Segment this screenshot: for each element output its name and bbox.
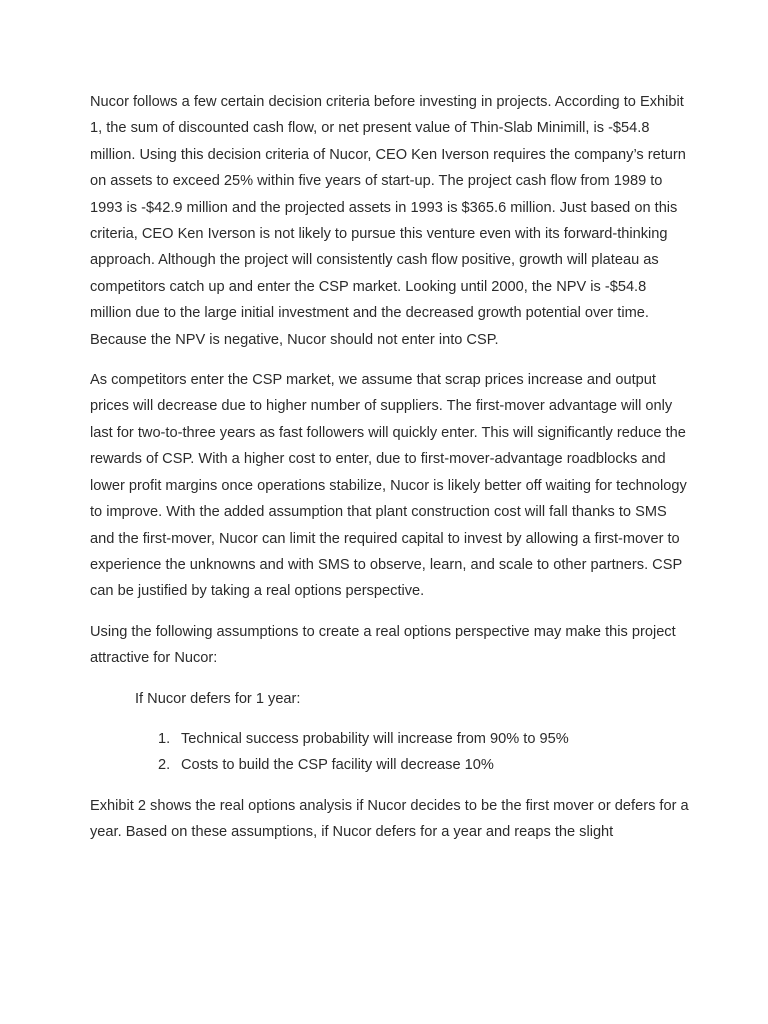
- paragraph-assumptions-intro: Using the following assumptions to create a real options perspective may make this project attractive for Nucor:: [90, 623, 676, 667]
- list-item: [90, 752, 690, 778]
- paragraph-npv-analysis: Nucor follows a few certain decision criteria before investing in projects. According to Exhibit 1, the sum of discounted cash flow, or net present value of Thin-Slab Minimill, is -$54.8 million. Using this decision criteria of Nucor, CEO Ken Iverson requires the company’s return on assets to exceed 25% within five years of start-up. The project cash flow from 1989 to 1993 is -$42.9 million and the projected assets in 1993 is $365.6 million. Just based on this criteria, CEO Ken Iverson is not likely to pursue this venture even with its forward-thinking approach. Although the project will consistently cash flow positive, growth will plateau as competitors catch up and enter the CSP market. Looking until 2000, the NPV is -$54.8 million due to the large initial investment and the decreased growth potential over time. Because the NPV is negative, Nucor should not enter into CSP.: [90, 94, 686, 348]
- document-body: [90, 89, 690, 860]
- paragraph-exhibit-2: Exhibit 2 shows the real options analysis if Nucor decides to be the first mover or defers for a year. Based on these assumptions, if Nucor defers for a year and reaps the slight: [90, 797, 689, 841]
- list-item-number: 1.: [158, 730, 171, 747]
- list-item-text: Costs to build the CSP facility will decrease 10%: [181, 757, 494, 774]
- indented-line-defer: If Nucor defers for 1 year:: [135, 690, 301, 707]
- list-item: [90, 726, 690, 752]
- list-item-number: 2.: [158, 757, 171, 774]
- list-item-text: Technical success probability will increase from 90% to 95%: [181, 730, 569, 747]
- assumptions-list: [90, 726, 690, 779]
- paragraph-competitors: As competitors enter the CSP market, we assume that scrap prices increase and output prices will decrease due to higher number of suppliers. The first-mover advantage will only last for two-to-three years as fast followers will quickly enter. This will significantly reduce the rewards of CSP. With a higher cost to enter, due to first-mover-advantage roadblocks and lower profit margins once operations stabilize, Nucor is likely better off waiting for technology to improve. With the added assumption that plant construction cost will fall thanks to SMS and the first-mover, Nucor can limit the required capital to invest by allowing a first-mover to experience the unknowns and with SMS to observe, learn, and scale to other partners. CSP can be justified by taking a real options perspective.: [90, 372, 687, 600]
